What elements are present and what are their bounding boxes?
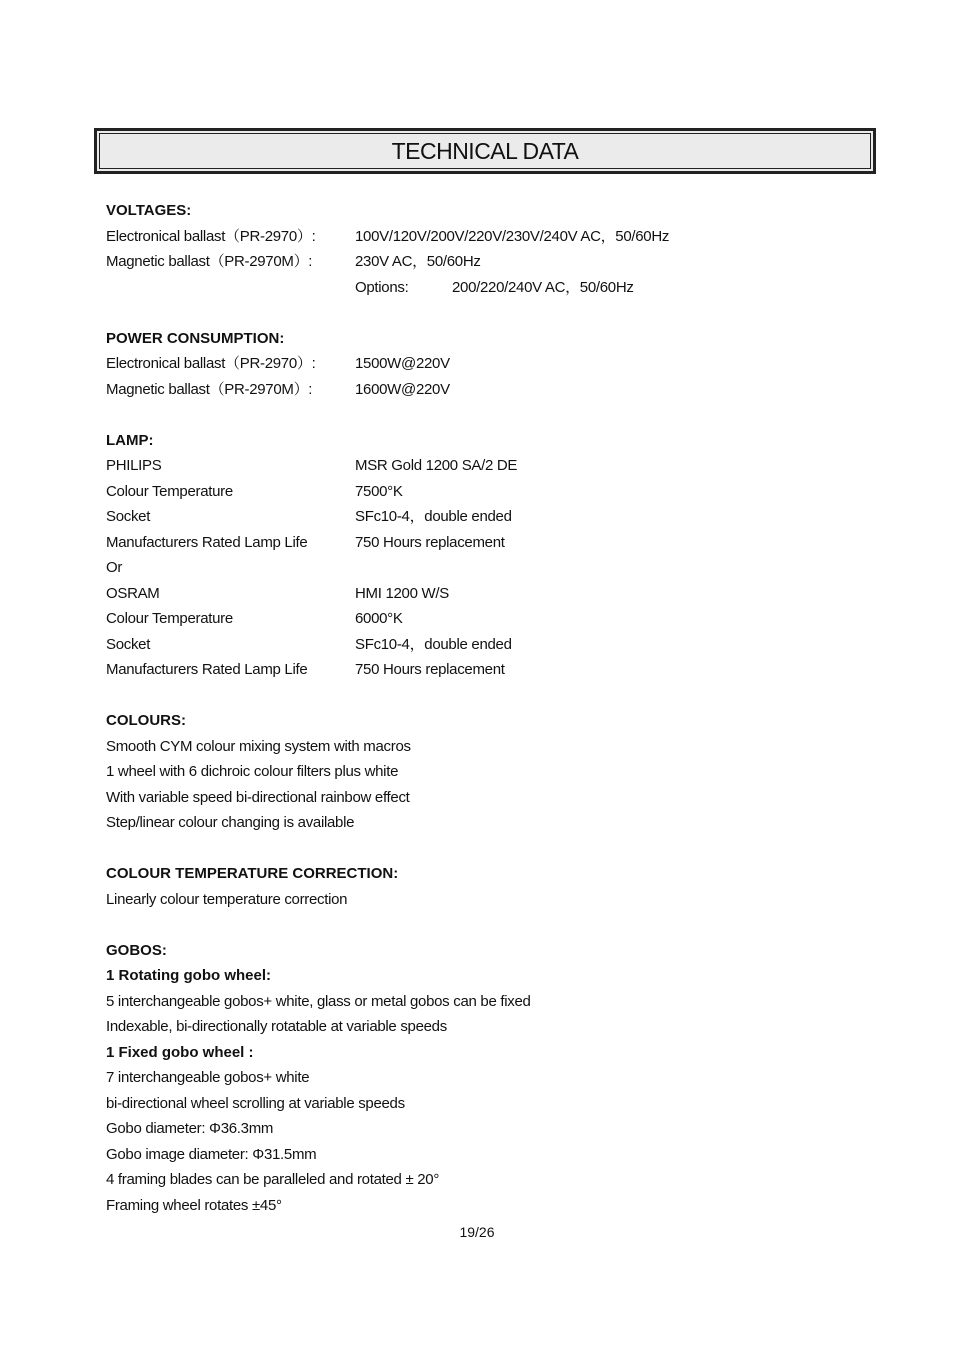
voltages-heading: VOLTAGES:: [106, 202, 192, 219]
text-line: 4 framing blades can be paralleled and rotated ± 20°: [106, 1171, 440, 1188]
spec-value: SFc10-4，double ended: [355, 635, 512, 653]
spec-row: [106, 249, 866, 275]
spec-value: HMI 1200 W/S: [355, 584, 449, 602]
title-box: [94, 128, 876, 174]
spec-row: [106, 453, 866, 479]
spec-label: Magnetic ballast（PR-2970M）:: [106, 380, 313, 398]
page-number: 19/26: [459, 1224, 495, 1240]
text-line: 1 wheel with 6 dichroic colour filters plus white: [106, 763, 399, 780]
text-line: 7 interchangeable gobos+ white: [106, 1069, 310, 1086]
text-line: Step/linear colour changing is available: [106, 814, 355, 831]
spec-label: PHILIPS: [106, 457, 162, 474]
text-line: 5 interchangeable gobos+ white, glass or metal gobos can be fixed: [106, 992, 531, 1010]
spec-value: 1500W@220V: [355, 355, 450, 372]
spec-row: [106, 657, 866, 683]
spec-label: Magnetic ballast（PR-2970M）:: [106, 253, 313, 270]
power-heading: POWER CONSUMPTION:: [106, 329, 285, 347]
page-title: TECHNICAL DATA: [391, 138, 579, 164]
gobos-heading: GOBOS:: [106, 941, 167, 959]
spec-value: MSR Gold 1200 SA/2 DE: [355, 457, 518, 474]
spec-label: Socket: [106, 508, 151, 525]
rotating-gobo-heading: 1 Rotating gobo wheel:: [106, 967, 271, 984]
spec-label: Manufacturers Rated Lamp Life: [106, 533, 308, 551]
text-line: Smooth CYM colour mixing system with macros: [106, 737, 411, 755]
options-row: [106, 275, 866, 301]
text-line: Gobo image diameter: Φ31.5mm: [106, 1145, 317, 1163]
text-line: Linearly colour temperature correction: [106, 890, 348, 908]
spec-label: Colour Temperature: [106, 482, 233, 500]
spec-value: 6000°K: [355, 610, 403, 627]
spec-label: Manufacturers Rated Lamp Life: [106, 661, 308, 678]
text-line: Gobo diameter: Φ36.3mm: [106, 1120, 274, 1137]
fixed-gobo-heading: 1 Fixed gobo wheel :: [106, 1043, 254, 1061]
spec-label: Socket: [106, 635, 151, 653]
spec-row: [106, 504, 866, 530]
spec-value: 7500°K: [355, 482, 403, 500]
spec-row: [106, 377, 866, 403]
colours-heading: COLOURS:: [106, 712, 186, 729]
spec-value: 750 Hours replacement: [355, 661, 505, 678]
spec-value: 230V AC，50/60Hz: [355, 253, 481, 270]
spec-value: 1600W@220V: [355, 380, 450, 398]
text-line: bi-directional wheel scrolling at variable speeds: [106, 1094, 405, 1112]
text-line: With variable speed bi-directional rainbow effect: [106, 788, 410, 806]
options-value: 200/220/240V AC，50/60Hz: [452, 278, 634, 296]
spec-row: [106, 632, 866, 658]
spec-label: Or: [106, 559, 123, 576]
ctc-heading: COLOUR TEMPERATURE CORRECTION:: [106, 865, 399, 882]
spec-label: Electronical ballast（PR-2970）:: [106, 355, 316, 372]
spec-row: [106, 351, 866, 377]
spec-row: [106, 606, 866, 632]
spec-value: 100V/120V/200V/220V/230V/240V AC，50/60Hz: [355, 227, 670, 245]
spec-row: [106, 581, 866, 607]
spec-label: Electronical ballast（PR-2970）:: [106, 227, 316, 245]
spec-value: 750 Hours replacement: [355, 533, 505, 551]
options-label: Options:: [355, 278, 409, 296]
spec-label: Colour Temperature: [106, 610, 233, 627]
spec-value: SFc10-4，double ended: [355, 508, 512, 525]
spec-row: [106, 479, 866, 505]
lamp-heading: LAMP:: [106, 431, 154, 449]
text-line: Indexable, bi-directionally rotatable at variable speeds: [106, 1018, 447, 1035]
technical-data-content: [106, 198, 866, 1218]
spec-row: [106, 224, 866, 250]
spec-label: OSRAM: [106, 584, 160, 602]
spec-row: [106, 555, 866, 581]
spec-row: [106, 530, 866, 556]
text-line: Framing wheel rotates ±45°: [106, 1196, 282, 1214]
